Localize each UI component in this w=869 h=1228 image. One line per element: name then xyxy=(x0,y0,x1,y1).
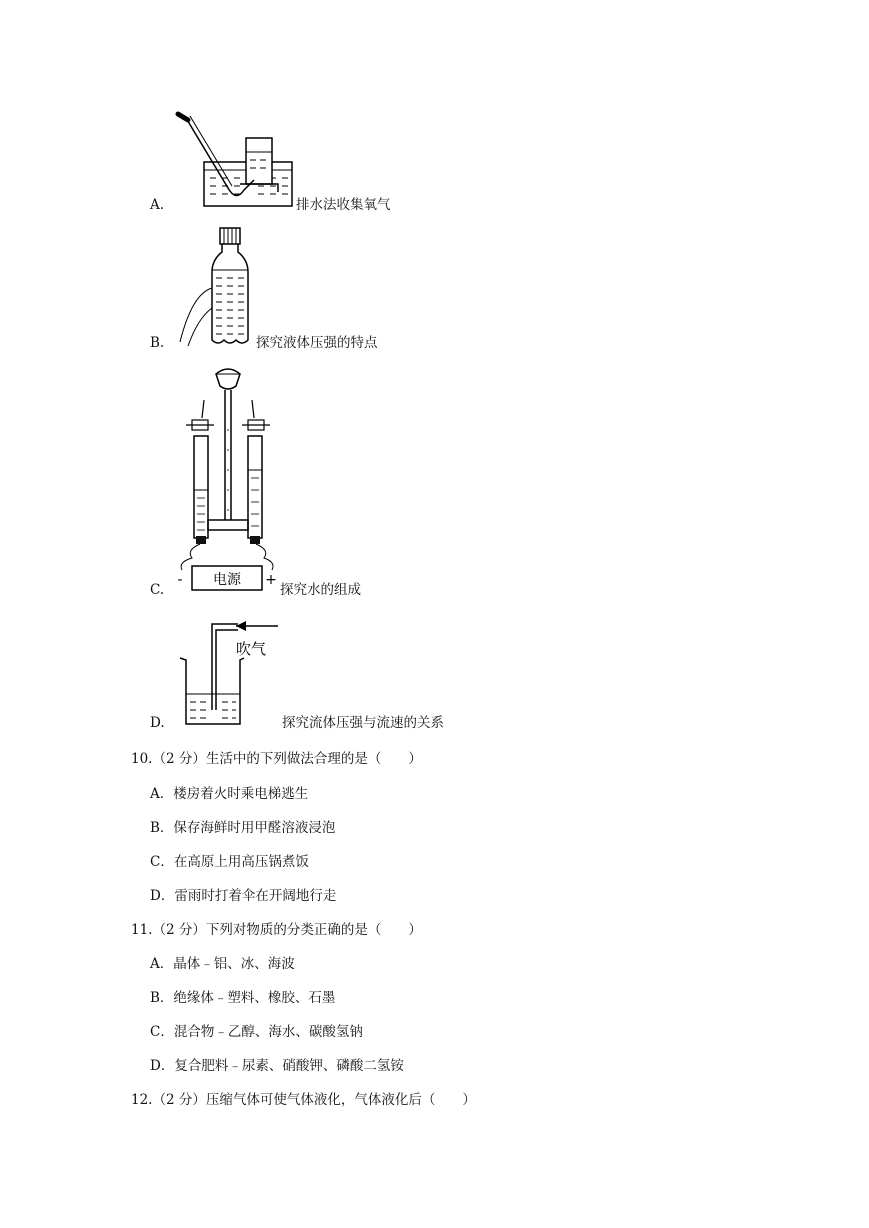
option-d-caption: 探究流体压强与流速的关系 xyxy=(282,715,444,731)
option-b-caption: 探究液体压强的特点 xyxy=(256,335,378,351)
figure-b-bottle-pressure xyxy=(170,222,260,352)
question-11-option-b: B．绝缘体﹣塑料、橡胶、石墨 xyxy=(150,990,336,1006)
question-11-option-c: C．混合物﹣乙醇、海水、碳酸氢钠 xyxy=(150,1024,363,1040)
option-d-letter: D. xyxy=(150,715,165,731)
question-10-option-c: C．在高原上用高压锅煮饭 xyxy=(150,854,309,870)
question-10-option-a: A．楼房着火时乘电梯逃生 xyxy=(150,786,309,802)
question-10-option-b: B．保存海鲜时用甲醛溶液浸泡 xyxy=(150,820,336,836)
question-11-option-d: D．复合肥料﹣尿素、硝酸钾、磷酸二氢铵 xyxy=(150,1058,404,1074)
question-10-option-d: D．雷雨时打着伞在开阔地行走 xyxy=(150,888,337,904)
figure-a-water-displacement xyxy=(170,110,300,210)
positive-terminal-sign: + xyxy=(265,572,277,588)
option-c-caption: 探究水的组成 xyxy=(280,582,361,598)
power-supply-label: 电源 xyxy=(213,572,241,588)
option-a-caption: 排水法收集氧气 xyxy=(296,197,391,213)
blow-label: 吹气 xyxy=(236,640,267,658)
figure-c-electrolysis xyxy=(172,360,282,592)
question-11-option-a: A．晶体﹣铝、冰、海波 xyxy=(150,956,295,972)
question-12-stem: 12.（2 分）压缩气体可使气体液化，气体液化后（ ） xyxy=(131,1092,476,1108)
option-b-letter: B. xyxy=(150,335,165,351)
option-c-letter: C. xyxy=(150,582,165,598)
option-a-letter: A. xyxy=(150,197,165,213)
negative-terminal-sign: - xyxy=(177,572,183,588)
question-11-stem: 11.（2 分）下列对物质的分类正确的是（ ） xyxy=(131,922,422,938)
question-10-stem: 10.（2 分）生活中的下列做法合理的是（ ） xyxy=(131,751,422,767)
figure-d-blowing-straw xyxy=(174,614,284,732)
